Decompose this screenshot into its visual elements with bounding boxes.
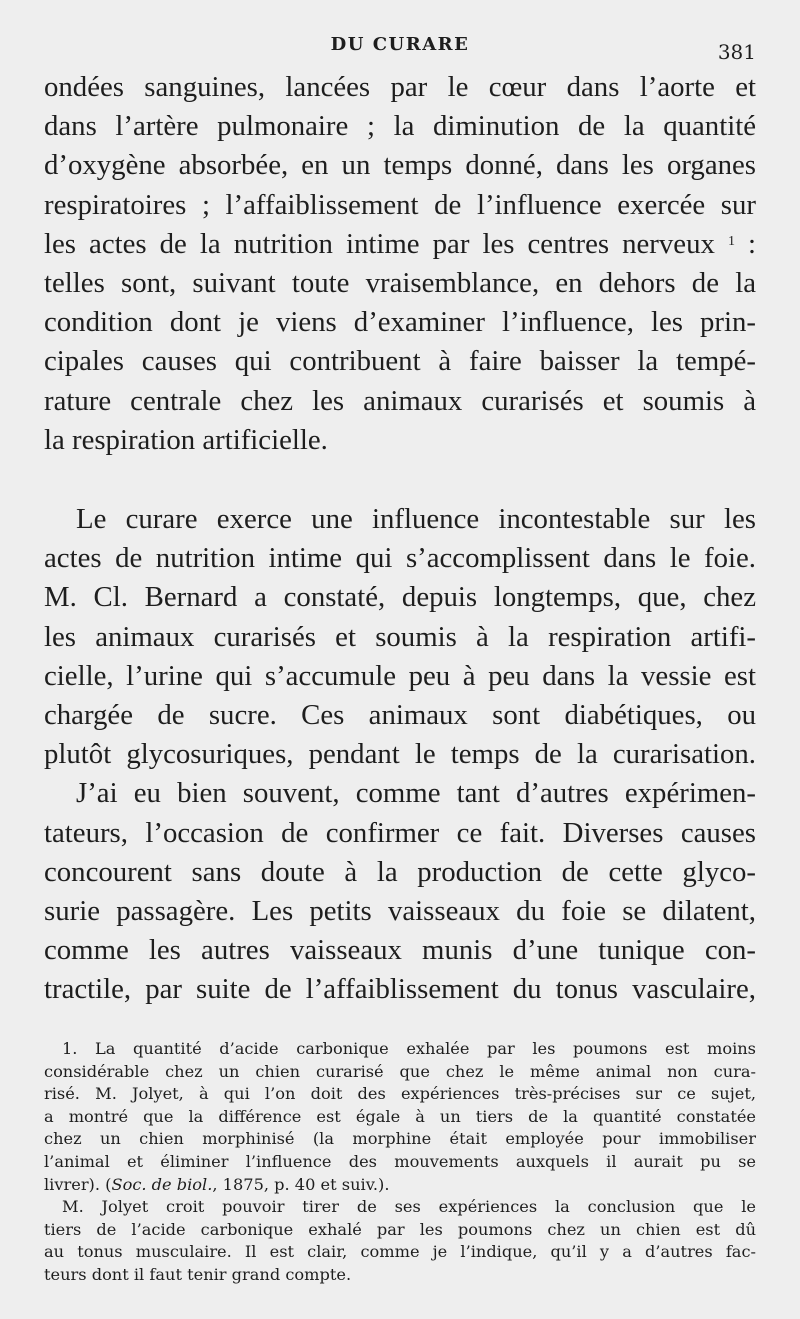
paragraph-1 (44, 68, 756, 460)
text-line: les actes de la nutrition intime par les centres nerveux (44, 227, 715, 260)
text-line: surie passagère. Les petits vaisseaux du foie se dilatent, (44, 895, 756, 928)
text-line: actes de nutrition intime qui s’accomplissent dans le foie. (44, 542, 756, 575)
footnotes (44, 1038, 756, 1287)
text-line: chargée de sucre. Ces animaux sont diabétiques, ou (44, 699, 756, 732)
text-line: respiratoires ; l’affaiblissement de l’influence exercée sur (44, 188, 756, 221)
text-line: ondées sanguines, lancées par le cœur dans l’aorte et (44, 71, 756, 103)
footnote-line: au tonus musculaire. Il est clair, comme je l’indique, qu’il y a d’autres fac- (44, 1242, 756, 1262)
text-line: dans l’artère pulmonaire ; la diminution de la quantité (44, 110, 756, 143)
paragraph-3 (44, 774, 756, 1009)
footnote-line: considérable chez un chien curarisé que chez le même animal non cura- (44, 1061, 756, 1081)
footnote-line: a montré que la différence est égale à un tiers de la quantité constatée (44, 1106, 756, 1126)
paragraph-2 (44, 500, 756, 774)
footnote-2 (44, 1196, 756, 1286)
paragraph-spacer (44, 460, 756, 500)
page-header (44, 34, 756, 64)
text-line: J’ai eu bien souvent, comme tant d’autres expérimen- (76, 777, 756, 810)
text-line: la respiration artificielle. (44, 423, 328, 456)
text-line: concourent sans doute à la production de cette glyco- (44, 855, 756, 888)
footnote-line: 1. La quantité d’acide carbonique exhalée par les poumons est moins (62, 1039, 756, 1058)
citation-rest: , 1875, p. 40 et suiv.). (212, 1174, 390, 1194)
main-text (44, 68, 756, 1010)
text-line: tractile, par suite de l’affaiblissement du tonus vasculaire, (44, 973, 756, 1006)
footnote-reference[interactable]: 1 (727, 233, 735, 249)
text-line: M. Cl. Bernard a constaté, depuis longtemps, que, chez (44, 581, 756, 614)
text-line-with-footnote (44, 225, 756, 264)
text-line: cipales causes qui contribuent à faire baisser la tempé- (44, 345, 756, 378)
citation-journal: Soc. de biol. (111, 1174, 213, 1194)
text-line: telles sont, suivant toute vraisemblance, en dehors de la (44, 267, 756, 300)
footnote-1 (44, 1038, 756, 1196)
footnote-line: M. Jolyet croit pouvoir tirer de ses expériences la conclusion que le (62, 1197, 756, 1217)
page-number: 381 (717, 40, 756, 64)
text-line: tateurs, l’occasion de confirmer ce fait. Diverses causes (44, 816, 756, 849)
text-line: rature centrale chez les animaux curarisés et soumis à (44, 384, 756, 417)
text-line: Le curare exerce une influence incontestable sur les (76, 503, 756, 536)
running-title: DU CURARE (330, 34, 470, 55)
footnote-line: l’animal et éliminer l’influence des mouvements auxquels il aurait pu se (44, 1151, 756, 1171)
footnote-citation-line (44, 1174, 756, 1197)
citation-prefix: livrer). ( (44, 1174, 112, 1194)
footnote-line: tiers de l’acide carbonique exhalé par les poumons chez un chien est dû (44, 1219, 756, 1239)
line-suffix: : (734, 227, 756, 260)
text-line: condition dont je viens d’examiner l’influence, les prin- (44, 306, 756, 339)
text-line: comme les autres vaisseaux munis d’une tunique con- (44, 934, 756, 967)
text-line: les animaux curarisés et soumis à la respiration artifi- (44, 620, 756, 653)
text-line: d’oxygène absorbée, en un temps donné, dans les organes (44, 149, 756, 182)
text-line: cielle, l’urine qui s’accumule peu à peu dans la vessie est (44, 659, 756, 692)
footnote-line: risé. M. Jolyet, à qui l’on doit des expériences très-précises sur ce sujet, (44, 1084, 756, 1104)
text-line: plutôt glycosuriques, pendant le temps de la curarisation. (44, 738, 756, 771)
footnote-line: chez un chien morphinisé (la morphine était employée pour immobiliser (44, 1129, 756, 1149)
footnote-line: teurs dont il faut tenir grand compte. (44, 1264, 352, 1284)
